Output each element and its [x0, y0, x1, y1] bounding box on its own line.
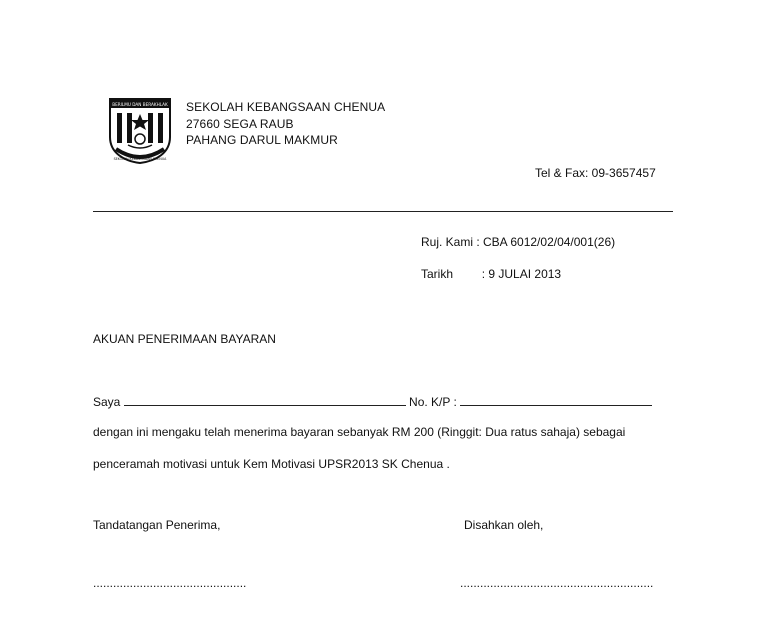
name-blank[interactable] [124, 394, 406, 406]
ic-number-blank[interactable] [460, 394, 652, 406]
address-line-2: PAHANG DARUL MAKMUR [186, 133, 338, 147]
reference-number: Ruj. Kami : CBA 6012/02/04/001(26) [421, 235, 616, 249]
logo-top-text: BERILMU DAN BERAKHLAK [112, 102, 168, 107]
header-divider [93, 211, 673, 212]
date-label: Tarikh [421, 267, 454, 281]
date-value: : 9 JULAI 2013 [481, 267, 562, 281]
school-name: SEKOLAH KEBANGSAAN CHENUA [186, 100, 386, 114]
saya-label: Saya [93, 395, 121, 409]
address-line-1: 27660 SEGA RAUB [186, 117, 294, 131]
declaration-line-2: dengan ini mengaku telah menerima bayaran sebanyak RM 200 (Ringgit: Dua ratus sahaja) sebagai [93, 425, 626, 439]
verifier-signature-label: Disahkan oleh, [464, 518, 544, 532]
date-row [421, 267, 561, 281]
ic-number-label: No. K/P : [409, 395, 457, 409]
recipient-signature-line[interactable]: .............................................. [93, 576, 247, 590]
school-crest-logo [106, 97, 174, 165]
verifier-signature-line[interactable]: .......................................................... [460, 576, 654, 590]
logo-bottom-text: SEKOLAH KEBANGSAAN CHENUA [113, 157, 167, 161]
declaration-line-1 [93, 394, 652, 409]
tel-fax: Tel & Fax: 09-3657457 [535, 166, 656, 180]
declaration-line-3: penceramah motivasi untuk Kem Motivasi UPSR2013 SK Chenua . [93, 457, 450, 471]
recipient-signature-label: Tandatangan Penerima, [93, 518, 221, 532]
document-heading: AKUAN PENERIMAAN BAYARAN [93, 332, 276, 346]
